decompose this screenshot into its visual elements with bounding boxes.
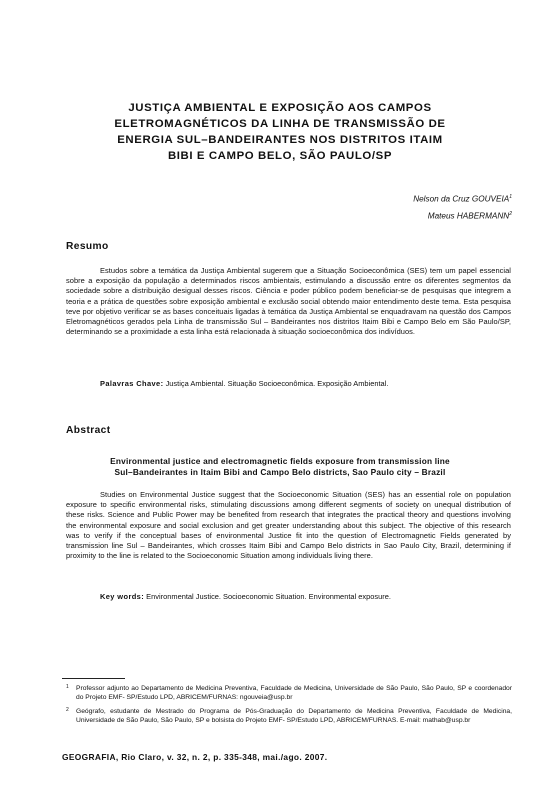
resumo-heading: Resumo xyxy=(66,241,109,252)
keywords-label: Key words: xyxy=(100,592,145,601)
resumo-text: Estudos sobre a temática da Justiça Ambiental sugerem que a Situação Socioeconômica (SES) tem um papel essencial sobre a exposição da população a determinados riscos ambientais, estimulando a discussão entre os diferentes segmentos da sociedade sobre a distribuição desigual desses riscos. Ciência e poder público podem beneficiar-se de pesquisas que integrem a teoria e a prática de questões sobre exposição ambiental e exclusão social obtendo maior entendimento deste tema. Esta pesquisa teve por objetivo verificar se as bases conceituais ligadas à temática da Justiça Ambiental se enquadravam na questão dos Campos Eletromagnéticos gerados pela Linha de transmissão Sul – Bandeirantes nos distritos Itaim Bibi e Campo Belo em São Paulo/SP, determinando se a proximidade a esta linha está relacionada à situação socioeconômica dos indivíduos. xyxy=(66,266,511,337)
author xyxy=(413,190,512,207)
author-name: Nelson da Cruz GOUVEIA xyxy=(413,194,510,204)
author-list xyxy=(413,190,512,223)
abstract-keywords xyxy=(100,592,391,601)
resumo-keywords xyxy=(100,379,388,388)
title-line: ELETROMAGNÉTICOS DA LINHA DE TRANSMISSÃO DE xyxy=(114,118,446,130)
english-title-line: Sul–Bandeirantes in Itaim Bibi and Campo Belo districts, Sao Paulo city – Brazil xyxy=(114,467,446,477)
abstract-heading: Abstract xyxy=(66,425,111,436)
footnote-marker: 1 xyxy=(509,194,512,200)
abstract-text: Studies on Environmental Justice suggest that the Socioeconomic Situation (SES) has an essential role on population exposure to specific environmental risks, stimulating discussions among different segments of society on unequal distribution of these risks. Science and Public Power may be benefited from research that integrates the practical theory and questions involving the environmental exposure and social exclusion and get greater understanding about this subject. The objective of this research was to verify if the conceptual bases of environmental Justice fit into the question of Electromagnetic Fields generated by transmission line Sul – Bandeirantes, which crosses Itaim Bibi and Campo Belo districts in Sao Paulo City, Brazil, determining if proximity to the line is related to the Socioeconomic Situation among individuals living there. xyxy=(66,490,511,561)
title-line: BIBI E CAMPO BELO, SÃO PAULO/SP xyxy=(167,150,393,162)
keywords-value: Justiça Ambiental. Situação Socioeconômica. Exposição Ambiental. xyxy=(165,379,389,388)
keywords-label: Palavras Chave: xyxy=(100,379,164,388)
english-title-line: Environmental justice and electromagnetic fields exposure from transmission line xyxy=(110,456,450,466)
footnote xyxy=(66,707,512,725)
footnote-text: Professor adjunto ao Departamento de Medicina Preventiva, Faculdade de Medicina, Universidade de São Paulo, São Paulo, SP e coordenador do Projeto EMF- SP/Estudo LPD, ABRICEM/FURNAS: ngouveia@usp.br xyxy=(76,685,512,701)
article-title xyxy=(80,100,480,164)
footnote-marker: 1 xyxy=(66,684,69,690)
footnote-marker: 2 xyxy=(66,707,69,713)
title-line: ENERGIA SUL–BANDEIRANTES NOS DISTRITOS ITAIM xyxy=(117,134,443,146)
footnote-divider xyxy=(62,678,125,679)
footnote-text: Geógrafo, estudante de Mestrado do Programa de Pós-Graduação do Departamento de Medicina Preventiva, Faculdade de Medicina, Universidade de São Paulo, São Paulo, SP e bolsista do Projeto EMF- SP/Estudo LPD, ABRICEM/FURNAS. E-mail: mathab@usp.br xyxy=(76,708,512,724)
footnote-marker: 2 xyxy=(509,210,512,217)
author xyxy=(413,207,512,224)
keywords-value: Environmental Justice. Socioeconomic Situation. Environmental exposure. xyxy=(146,592,391,601)
footnote xyxy=(66,684,512,702)
journal-citation: GEOGRAFIA, Rio Claro, v. 32, n. 2, p. 335-348, mai./ago. 2007. xyxy=(62,752,328,762)
title-line: JUSTIÇA AMBIENTAL E EXPOSIÇÃO AOS CAMPOS xyxy=(128,102,432,114)
english-title xyxy=(60,456,500,478)
author-name: Mateus HABERMANN xyxy=(427,211,510,221)
